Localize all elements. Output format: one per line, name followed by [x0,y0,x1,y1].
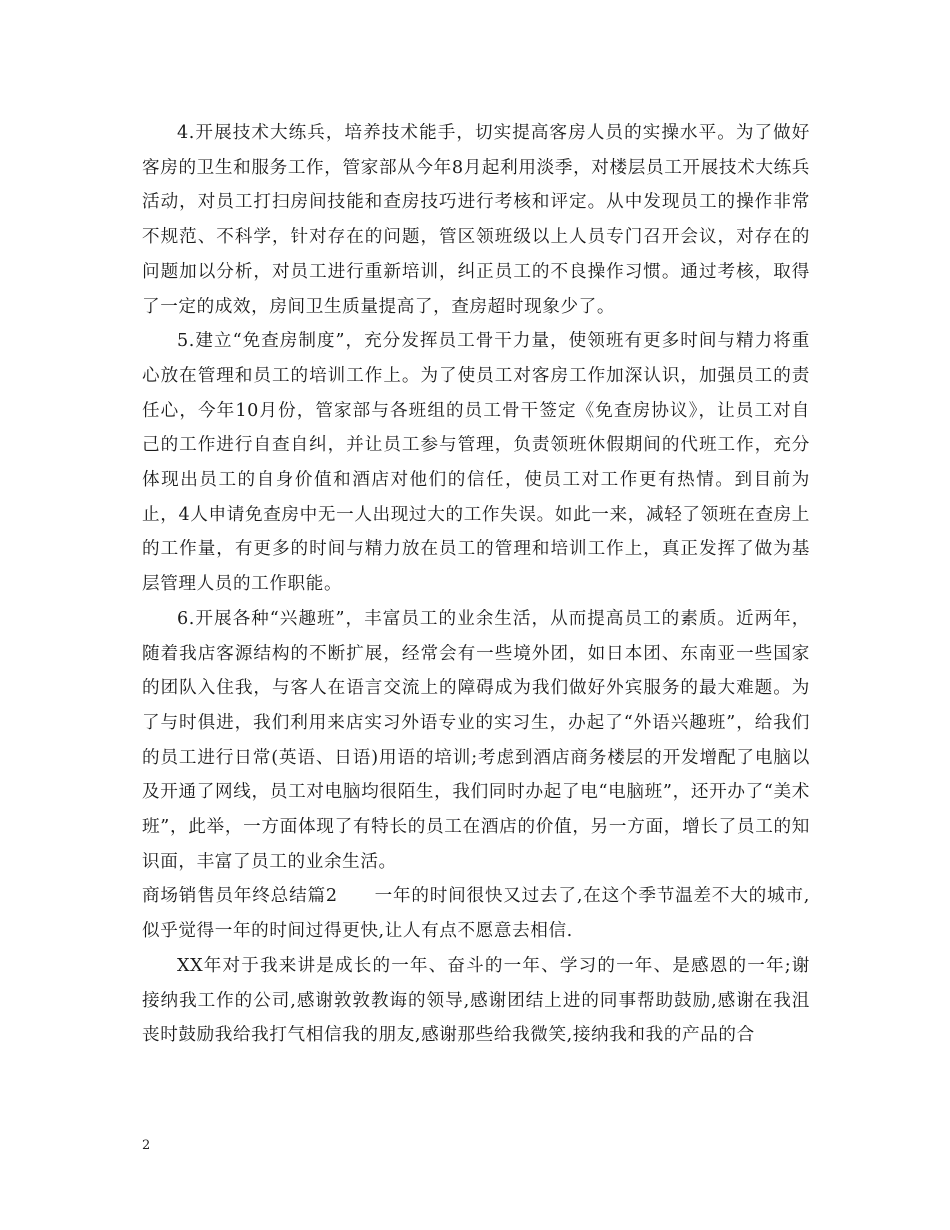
paragraph-item-4: 4.开展技术大练兵，培养技术能手，切实提高客房人员的实操水平。为了做好客房的卫生和服务工作，管家部从今年8月起利用淡季，对楼层员工开展技术大练兵活动，对员工打扫房间技能和查房技巧进行考核和评定。从中发现员工的操作非常不规范、不科学，针对存在的问题，管区领班级以上人员专门召开会议，对存在的问题加以分析，对员工进行重新培训，纠正员工的不良操作习惯。通过考核，取得了一定的成效，房间卫生质量提高了，查房超时现象少了。 [142,123,810,317]
paragraph-xx-year: XX年对于我来讲是成长的一年、奋斗的一年、学习的一年、是感恩的一年;谢接纳我工作的公司,感谢敦敦教诲的领导,感谢团结上进的同事帮助鼓励,感谢在我沮丧时鼓励我给我打气相信我的朋友,感谢那些给我微笑,接纳我和我的产品的合 [142,955,810,1046]
paragraph-item-5: 5.建立“免查房制度”，充分发挥员工骨干力量，使领班有更多时间与精力将重心放在管理和员工的培训工作上。为了使员工对客房工作加深认识，加强员工的责任心，今年10月份，管家部与各班组的员工骨干签定《免查房协议》，让员工对自己的工作进行自查自纠，并让员工参与管理，负责领班休假期间的代班工作，充分体现出员工的自身价值和酒店对他们的信任，使员工对工作更有热情。到目前为止，4人申请免查房中无一人出现过大的工作失误。如此一来，减轻了领班在查房上的工作量，有更多的时间与精力放在员工的管理和培训工作上，真正发挥了做为基层管理人员的工作职能。 [142,331,810,595]
document-body [142,116,810,1053]
section-heading-paragraph: 商场销售员年终总结篇2 一年的时间很快又过去了,在这个季节温差不大的城市,似乎觉得一年的时间过得更快,让人有点不愿意去相信. [142,886,810,942]
page-number: 2 [142,1138,151,1153]
paragraph-item-6: 6.开展各种“兴趣班”，丰富员工的业余生活，从而提高员工的素质。近两年，随着我店客源结构的不断扩展，经常会有一些境外团，如日本团、东南亚一些国家的团队入住我，与客人在语言交流上的障碍成为我们做好外宾服务的最大难题。为了与时俱进，我们利用来店实习外语专业的实习生，办起了“外语兴趣班”，给我们的员工进行日常(英语、日语)用语的培训;考虑到酒店商务楼层的开发增配了电脑以及开通了网线，员工对电脑均很陌生，我们同时办起了电“电脑班”，还开办了“美术班”，此举，一方面体现了有特长的员工在酒店的价值，另一方面，增长了员工的知识面，丰富了员工的业余生活。 [142,608,810,872]
